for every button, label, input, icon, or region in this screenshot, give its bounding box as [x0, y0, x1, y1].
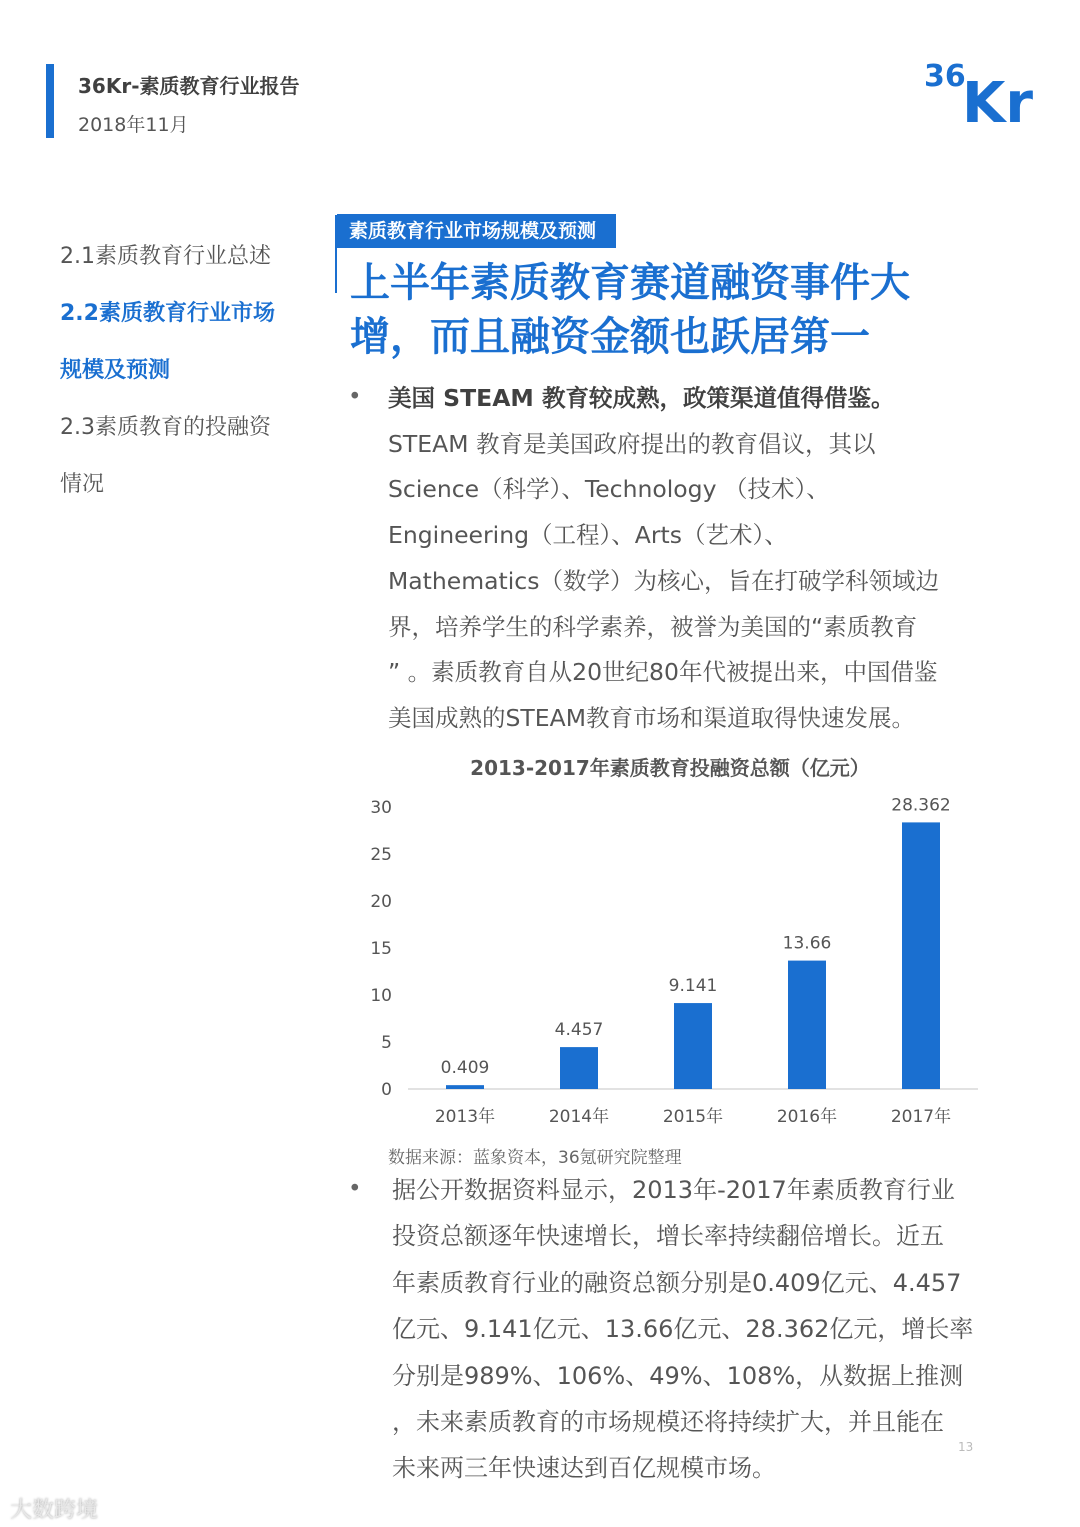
paragraph-line: 投资总额逐年快速增长，增长率持续翻倍增长。近五	[392, 1222, 944, 1251]
logo-kr: Kr	[962, 71, 1034, 128]
toc-item-2-2[interactable]: 2.2素质教育行业市场	[60, 301, 275, 326]
bar-chart	[360, 780, 1000, 1140]
paragraph-steam	[388, 376, 1008, 742]
y-tick-label: 0	[381, 1080, 392, 1100]
header-accent-bar	[46, 64, 54, 138]
36kr-logo	[922, 56, 1042, 128]
paragraph-investment	[392, 1167, 1002, 1492]
x-tick-label: 2015年	[662, 1107, 724, 1127]
bullet-2: •	[348, 1176, 362, 1202]
paragraph-line: 未来两三年快速达到百亿规模市场。	[392, 1454, 776, 1483]
x-tick-label: 2013年	[434, 1107, 496, 1127]
logo-36: 36	[924, 59, 966, 94]
bar	[902, 822, 940, 1089]
y-tick-label: 30	[370, 798, 392, 818]
watermark: 大数跨境	[10, 1498, 99, 1523]
bar	[446, 1085, 484, 1089]
paragraph-line: STEAM 教育是美国政府提出的教育倡议，其以	[388, 429, 876, 458]
x-tick-label: 2016年	[776, 1107, 838, 1127]
chart-title: 2013-2017年素质教育投融资总额（亿元）	[470, 756, 870, 780]
y-tick-label: 25	[370, 845, 392, 865]
y-tick-label: 10	[370, 986, 392, 1006]
section-headline	[350, 256, 1040, 364]
paragraph-line: 界，培养学生的科学素养，被誉为美国的“素质教育	[388, 612, 918, 641]
x-tick-label: 2014年	[548, 1107, 610, 1127]
data-label: 0.409	[440, 1058, 490, 1079]
x-tick-label: 2017年	[890, 1107, 952, 1127]
paragraph-line: 美国成熟的STEAM教育市场和渠道取得快速发展。	[388, 703, 915, 732]
section-tag: 素质教育行业市场规模及预测	[337, 214, 616, 248]
y-tick-label: 5	[381, 1033, 392, 1053]
paragraph-line: ” 。素质教育自从20世纪80年代被提出来，中国借鉴	[388, 658, 938, 687]
data-label: 9.141	[668, 976, 718, 997]
bar	[674, 1003, 712, 1089]
data-label: 13.66	[782, 933, 832, 954]
paragraph-line: Engineering（工程）、Arts（艺术）、	[388, 521, 788, 550]
paragraph-line: 亿元、9.141亿元、13.66亿元、28.362亿元，增长率	[392, 1315, 974, 1344]
paragraph-line: ，未来素质教育的市场规模还将持续扩大，并且能在	[392, 1408, 944, 1437]
bar	[788, 961, 826, 1089]
paragraph-line: 年素质教育行业的融资总额分别是0.409亿元、4.457	[392, 1268, 962, 1297]
y-tick-label: 15	[370, 939, 392, 959]
bullet-1: •	[348, 384, 362, 410]
bar	[560, 1047, 598, 1089]
toc-item-2-3-cont[interactable]: 情况	[60, 472, 105, 497]
paragraph-line: 分别是989%、106%、49%、108%，从数据上推测	[392, 1361, 964, 1390]
data-label: 28.362	[891, 795, 951, 816]
y-tick-label: 20	[370, 892, 392, 912]
headline-line-2: 增，而且融资金额也跃居第一	[350, 314, 870, 360]
paragraph-line: 据公开数据资料显示，2013年-2017年素质教育行业	[392, 1176, 955, 1204]
table-of-contents	[60, 228, 320, 513]
toc-item-2-2-cont[interactable]: 规模及预测	[60, 358, 171, 383]
toc-item-2-3[interactable]: 2.3素质教育的投融资	[60, 415, 271, 440]
headline-line-1: 上半年素质教育赛道融资事件大	[350, 260, 910, 306]
page-number: 13	[958, 1440, 974, 1454]
data-label: 4.457	[554, 1020, 604, 1041]
paragraph-line: Science（科学）、Technology （技术）、	[388, 475, 830, 504]
data-source: 数据来源：蓝象资本，36氪研究院整理	[388, 1148, 682, 1168]
paragraph-line: Mathematics（数学）为核心，旨在打破学科领域边	[388, 566, 939, 595]
report-date: 2018年11月	[78, 114, 189, 136]
toc-item-2-1[interactable]: 2.1素质教育行业总述	[60, 244, 271, 269]
report-title: 36Kr-素质教育行业报告	[78, 74, 300, 98]
paragraph-steam-lead: 美国 STEAM 教育较成熟，政策渠道值得借鉴。	[388, 384, 895, 412]
